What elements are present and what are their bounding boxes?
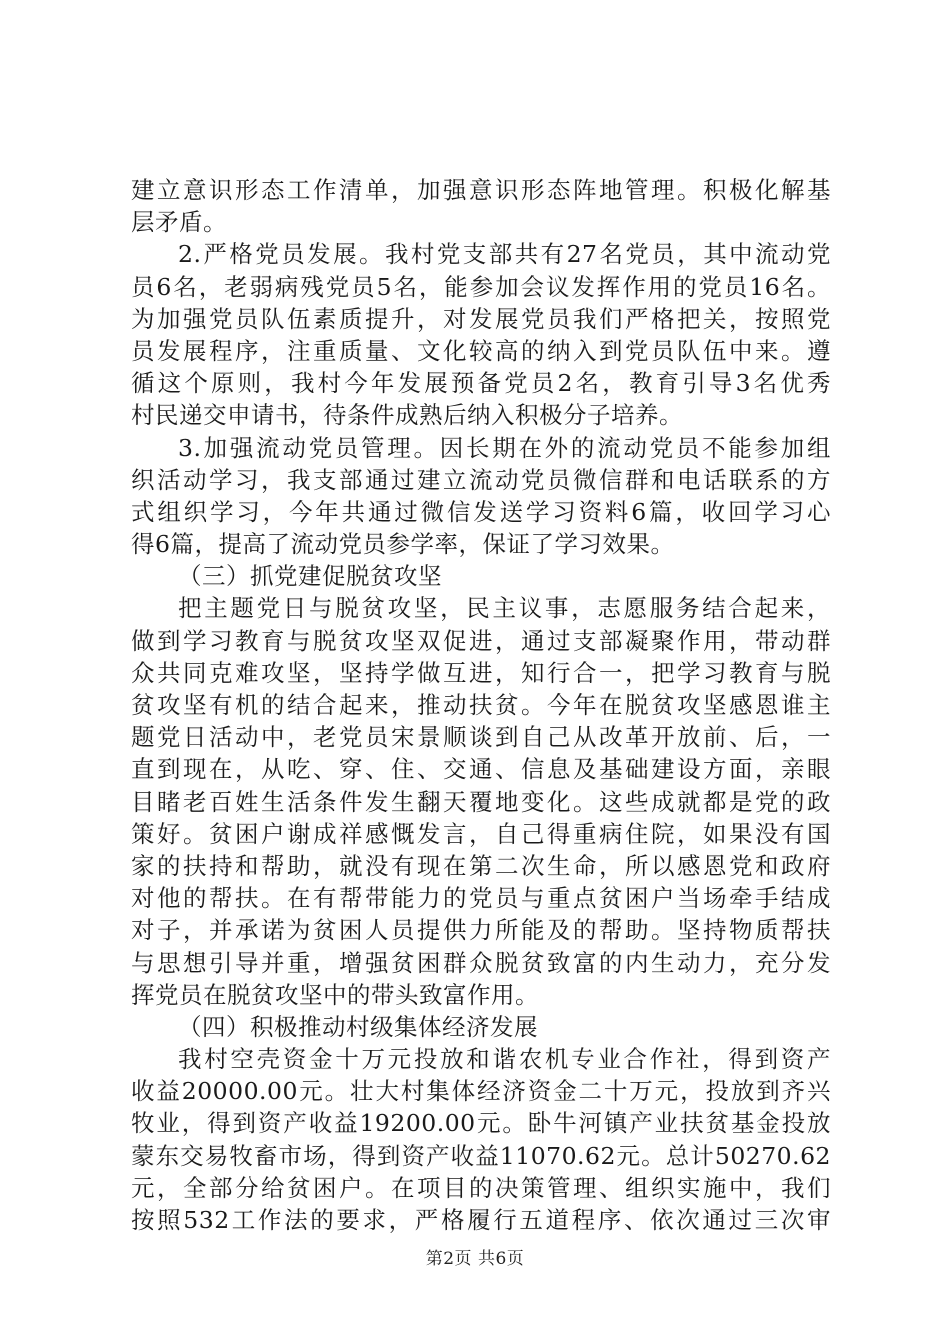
text-line: 对他的帮扶。在有帮带能力的党员与重点贫困户当场牵手结成 — [131, 884, 831, 913]
text-line: 把主题党日与脱贫攻坚，民主议事，志愿服务结合起来， — [178, 594, 831, 623]
text-line: 蒙东交易牧畜市场，得到资产收益11070.62元。总计50270.62 — [131, 1141, 831, 1170]
text-line: 村民递交申请书，待条件成熟后纳入积极分子培养。 — [131, 401, 683, 430]
text-line: 层矛盾。 — [131, 208, 227, 237]
text-line: 式组织学习，今年共通过微信发送学习资料6篇，收回学习心 — [131, 497, 831, 526]
body-text — [131, 174, 831, 1236]
section-heading: （四）积极推动村级集体经济发展 — [178, 1012, 538, 1041]
text-line: 循这个原则，我村今年发展预备党员2名，教育引导3名优秀 — [131, 369, 831, 398]
text-line: 员发展程序，注重质量、文化较高的纳入到党员队伍中来。遵 — [131, 336, 831, 365]
page-number-footer: 第2页 共6页 — [425, 1249, 525, 1269]
text-line: 收益20000.00元。壮大村集体经济资金二十万元，投放到齐兴 — [131, 1077, 831, 1106]
text-line: 建立意识形态工作清单，加强意识形态阵地管理。积极化解基 — [131, 176, 831, 204]
text-line: 贫攻坚有机的结合起来，推动扶贫。今年在脱贫攻坚感恩谁主 — [131, 691, 831, 719]
text-line: 为加强党员队伍素质提升，对发展党员我们严格把关，按照党 — [131, 304, 831, 333]
text-line: 挥党员在脱贫攻坚中的带头致富作用。 — [131, 980, 539, 1009]
text-line: 题党日活动中，老党员宋景顺谈到自己从改革开放前、后，一 — [131, 723, 831, 752]
text-line: 3.加强流动党员管理。因长期在外的流动党员不能参加组 — [178, 433, 831, 462]
text-line: 家的扶持和帮助，就没有现在第二次生命，所以感恩党和政府 — [131, 851, 831, 880]
text-line: 直到现在，从吃、穿、住、交通、信息及基础建设方面，亲眼 — [131, 755, 831, 784]
text-line: 众共同克难攻坚，坚持学做互进，知行合一，把学习教育与脱 — [131, 658, 831, 687]
text-line: 得6篇，提高了流动党员参学率，保证了学习效果。 — [131, 530, 675, 559]
text-line: 对子，并承诺为贫困人员提供力所能及的帮助。坚持物质帮扶 — [131, 916, 831, 945]
text-line: 策好。贫困户谢成祥感慨发言，自己得重病住院，如果没有国 — [131, 819, 831, 848]
text-line: 我村空壳资金十万元投放和谐农机专业合作社，得到资产 — [178, 1045, 831, 1074]
section-heading: （三）抓党建促脱贫攻坚 — [178, 562, 442, 591]
text-line: 牧业，得到资产收益19200.00元。卧牛河镇产业扶贫基金投放 — [131, 1109, 831, 1138]
text-line: 织活动学习，我支部通过建立流动党员微信群和电话联系的方 — [131, 465, 831, 494]
text-line: 做到学习教育与脱贫攻坚双促进，通过支部凝聚作用，带动群 — [131, 626, 831, 655]
text-line: 员6名，老弱病残党员5名，能参加会议发挥作用的党员16名。 — [131, 272, 831, 301]
text-line: 元，全部分给贫困户。在项目的决策管理、组织实施中，我们 — [131, 1173, 831, 1202]
text-line: 按照532工作法的要求，严格履行五道程序、依次通过三次审 — [131, 1206, 831, 1234]
text-line: 与思想引导并重，增强贫困群众脱贫致富的内生动力，充分发 — [131, 948, 831, 977]
text-line: 2.严格党员发展。我村党支部共有27名党员，其中流动党 — [178, 240, 831, 269]
text-line: 目睹老百姓生活条件发生翻天覆地变化。这些成就都是党的政 — [131, 787, 831, 816]
